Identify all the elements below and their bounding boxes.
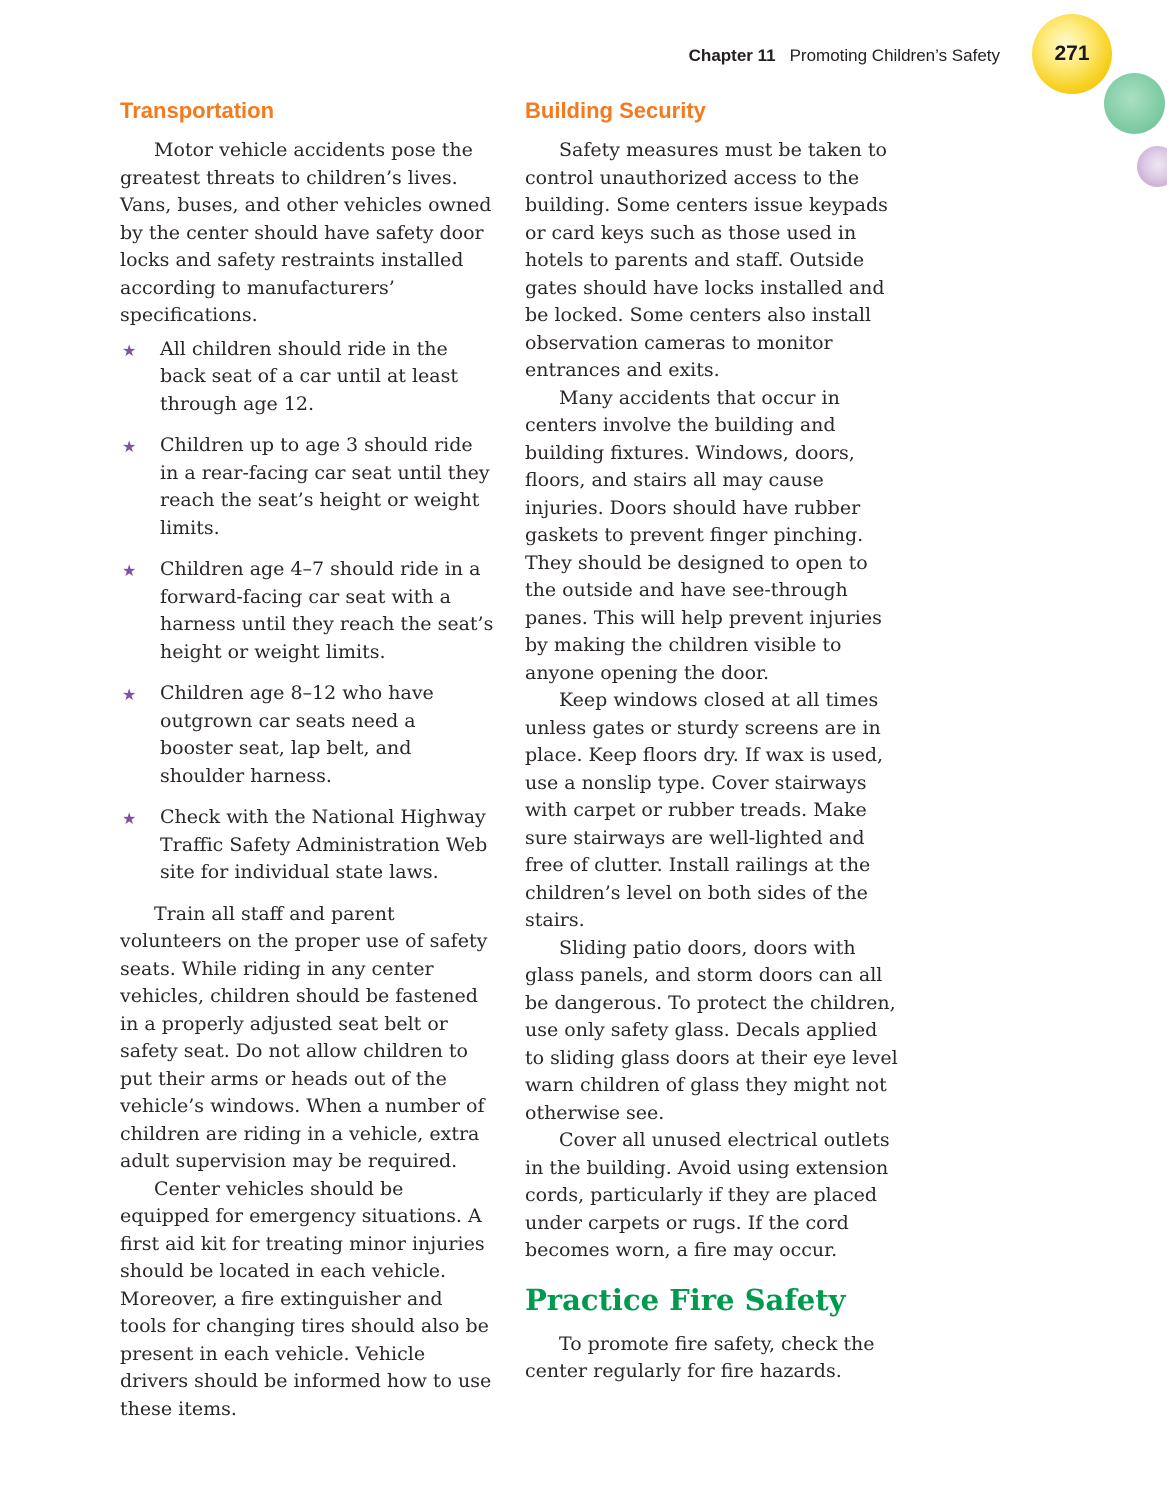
list-item (120, 680, 494, 790)
list-item-text: Children age 4–7 should ride in a forward-facing car seat with a harness until they reach the seat’s height or weight limits. (160, 558, 494, 663)
star-bullet-icon: ★ (122, 685, 137, 704)
major-heading-practice-fire-safety: Practice Fire Safety (525, 1282, 846, 1317)
transportation-bullet-list (120, 336, 494, 887)
chapter-title: Promoting Children’s Safety (789, 46, 1000, 65)
paragraph: To promote fire safety, check the center regularly for fire hazards. (525, 1332, 875, 1382)
paragraph: Many accidents that occur in centers involve the building and building fixtures. Windows, doors, floors, and stairs all may cause injuries. Doors should have rubber gaskets to prevent finger pinching. They should be designed to open to the outside and have see-through panes. This will help prevent injuries by making the children visible to anyone opening the door. (525, 386, 882, 684)
paragraph: Train all staff and parent volunteers on the proper use of safety seats. While riding in any center vehicles, children should be fastened in a properly adjusted seat belt or safety seat. Do not allow children to put their arms or heads out of the vehicle’s windows. When a number of children are riding in a vehicle, extra adult supervision may be required. (120, 902, 488, 1172)
paragraph: Safety measures must be taken to control unauthorized access to the building. Some centers issue keypads or card keys such as those used in hotels to parents and staff. Outside gates should have locks installed and be locked. Some centers also install observation cameras to monitor entrances and exits. (525, 139, 888, 381)
green-circle-decoration (1104, 73, 1165, 134)
list-item (120, 432, 494, 542)
right-column (525, 98, 899, 1386)
page-number-badge (1032, 14, 1112, 94)
purple-circle-decoration (1137, 146, 1167, 187)
list-item-text: Children age 8–12 who have outgrown car seats need a booster seat, lap belt, and shoulder harness. (160, 682, 434, 787)
list-item (120, 804, 494, 887)
section-heading-transportation: Transportation (120, 98, 275, 123)
list-item (120, 336, 494, 419)
left-column (120, 98, 494, 1423)
paragraph: Cover all unused electrical outlets in the building. Avoid using extension cords, particularly if they are placed under carpets or rugs. If the cord becomes worn, a fire may occur. (525, 1129, 890, 1261)
chapter-label: Chapter 11 (688, 46, 776, 65)
list-item (120, 556, 494, 666)
star-bullet-icon: ★ (122, 561, 137, 580)
list-item-text: All children should ride in the back seat of a car until at least through age 12. (160, 337, 458, 415)
star-bullet-icon: ★ (122, 809, 137, 828)
paragraph: Sliding patio doors, doors with glass panels, and storm doors can all be dangerous. To protect the children, use only safety glass. Decals applied to sliding glass doors at their eye level warn children of glass they might not otherwise see. (525, 936, 898, 1124)
paragraph: Motor vehicle accidents pose the greatest threats to children’s lives. Vans, buses, and other vehicles owned by the center should have safety door locks and safety restraints installed according to manufacturers’ specifications. (120, 139, 492, 326)
star-bullet-icon: ★ (122, 437, 137, 456)
paragraph: Keep windows closed at all times unless gates or sturdy screens are in place. Keep floors dry. If wax is used, use a nonslip type. Cover stairways with carpet or rubber treads. Make sure stairways are well-lighted and free of clutter. Install railings at the children’s level on both sides of the stairs. (525, 689, 884, 931)
page-number: 271 (1054, 42, 1090, 65)
section-heading-building-security: Building Security (525, 98, 706, 123)
paragraph: Center vehicles should be equipped for emergency situations. A first aid kit for treating minor injuries should be located in each vehicle. Moreover, a fire extinguisher and tools for changing tires should also be present in each vehicle. Vehicle drivers should be informed how to use these items. (120, 1177, 492, 1420)
running-header (0, 46, 1000, 66)
list-item-text: Check with the National Highway Traffic Safety Administration Web site for individual state laws. (160, 806, 488, 883)
list-item-text: Children up to age 3 should ride in a rear-facing car seat until they reach the seat’s height or weight limits. (160, 434, 490, 539)
star-bullet-icon: ★ (122, 340, 137, 360)
